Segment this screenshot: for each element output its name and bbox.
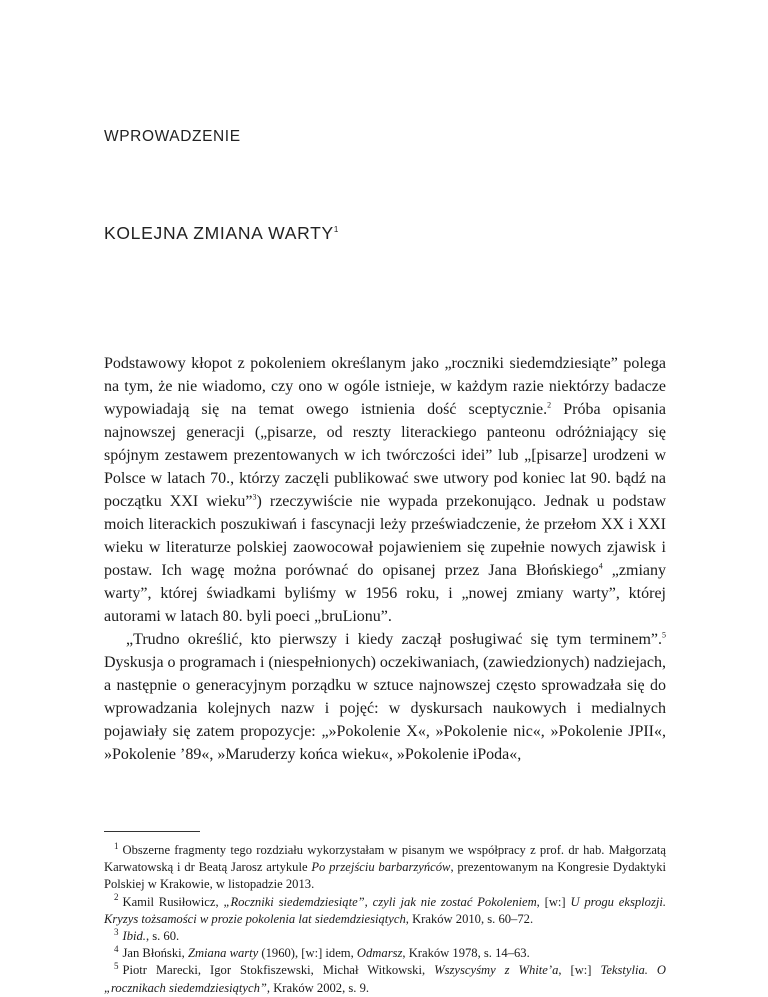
section-label: WPROWADZENIE: [104, 128, 241, 145]
paragraph-2-part-a: „Trudno określić, kto pierwszy i kiedy zaczął posługiwać się tym terminem”.: [126, 631, 662, 648]
footnote-text: Piotr Marecki, Igor Stokfiszewski, Michał Witkowski,: [122, 963, 435, 978]
footnote-ref-4: 4: [598, 561, 603, 571]
footnote-3: [104, 928, 666, 945]
paragraph-2-part-b: Dyskusja o programach i (niespełnionych) oczekiwaniach, (zawiedzionych) nadziejach, a następnie o generacyjnym porządku w sztuce najnowszej często sprowadzała się do wprowadzania kolejnych nazw i pojęć: w dyskursach naukowych i medialnych pojawiały się zatem propozycje: „»Pokolenie X«, »Pokolenie nic«, »Pokolenie JPII«, »Pokolenie ’89«, »Maruderzy końca wieku«, »Pokolenie iPoda«,: [104, 654, 666, 763]
footnote-text: Jan Błoński,: [122, 946, 188, 961]
footnote-text: , s. 60.: [145, 929, 180, 944]
footnote-text: (1960), [w:] idem,: [258, 946, 357, 961]
paragraph-1-part-c: ) rzeczywiście nie wypada przekonująco. Jednak u podstaw moich literackich poszukiwań i fascynacji leży przeświadczenie, że przełom XX i XXI wieku w literaturze polskiej zaowocował pojawieniem się zupełnie nowych zjawisk i postaw. Ich wagę można porównać do opisanej przez Jana Błońskiego: [104, 493, 666, 579]
footnote-ref-5: 5: [662, 630, 666, 640]
footnote-2: [104, 894, 666, 928]
footnote-text: Obszerne fragmenty tego rozdziału wykorzystałam w pisanym we współpracy z prof. dr hab. Małgorzatą Karwatowską i dr Beatą Jarosz artykule: [104, 843, 666, 875]
footnote-divider: [104, 831, 200, 832]
body-text: [104, 352, 666, 766]
footnote-text: , Kraków 2010, s. 60–72.: [405, 911, 534, 926]
footnote-text: , [w:]: [558, 963, 601, 978]
footnote-ref-2: 2: [547, 400, 552, 410]
paragraph-1-part-a: Podstawowy kłopot z pokoleniem określanym jako „roczniki siedemdziesiąte” polega na tym, że nie wiadomo, czy ono w ogóle istnieje, w każdym razie niektórzy badacze wypowiadają się na temat owego istnienia dość sceptycznie.: [104, 355, 666, 418]
footnote-number: 5: [114, 961, 119, 972]
footnote-title: Ibid.: [122, 929, 146, 944]
footnote-title: Zmiana warty: [187, 946, 259, 961]
chapter-title: [104, 223, 338, 244]
footnote-text: , prezentowanym na Kongresie Dydaktyki Polskiej w Krakowie, w listopadzie 2013.: [104, 860, 667, 892]
footnote-number: 2: [114, 892, 119, 903]
footnote-1: [104, 842, 666, 894]
footnote-number: 3: [114, 926, 119, 937]
footnote-ref-1: 1: [333, 225, 339, 235]
footnote-title: Wszyscyśmy z White’a: [434, 963, 559, 978]
chapter-title-text: KOLEJNA ZMIANA WARTY: [104, 223, 334, 243]
footnote-title: Po przejściu barbarzyńców: [311, 860, 451, 875]
footnote-ref-3: 3: [252, 492, 257, 502]
footnote-title: „Roczniki siedemdziesiąte”, czyli jak nie zostać Pokoleniem: [223, 894, 537, 909]
footnote-title: Tekstylia. O „rocznikach siedemdziesiątych”: [104, 963, 666, 995]
footnote-5: [104, 962, 666, 996]
footnote-number: 1: [114, 840, 119, 851]
footnote-title: U progu eksplozji. Kryzys tożsamości w prozie pokolenia lat siedemdziesiątych: [104, 894, 667, 926]
footnote-text: Kamil Rusiłowicz,: [122, 894, 224, 909]
footnote-4: [104, 945, 666, 962]
footnote-text: , Kraków 2002, s. 9.: [266, 980, 370, 995]
footnote-text: , [w:]: [536, 894, 571, 909]
footnote-title: Odmarsz: [356, 946, 403, 961]
paragraph-1-part-d: „zmiany warty”, której świadkami byliśmy w 1956 roku, i „nowej zmiany warty”, której autorami w latach 80. byli poeci „bruLionu”.: [104, 562, 666, 625]
paragraph-2: [104, 628, 666, 766]
footnote-text: , Kraków 1978, s. 14–63.: [402, 946, 530, 961]
footnote-number: 4: [114, 944, 119, 955]
paragraph-1: [104, 352, 666, 628]
paragraph-1-part-b: Próba opisania najnowszej generacji („pisarze, od reszty literackiego panteonu odróżniający się spójnym zestawem prezentowanych w ich twórczości idei” lub „[pisarze] urodzeni w Polsce w latach 70., którzy zaczęli publikować swe utwory pod koniec lat 90. bądź na początku XXI wieku”: [104, 401, 666, 510]
footnotes: [104, 842, 666, 997]
